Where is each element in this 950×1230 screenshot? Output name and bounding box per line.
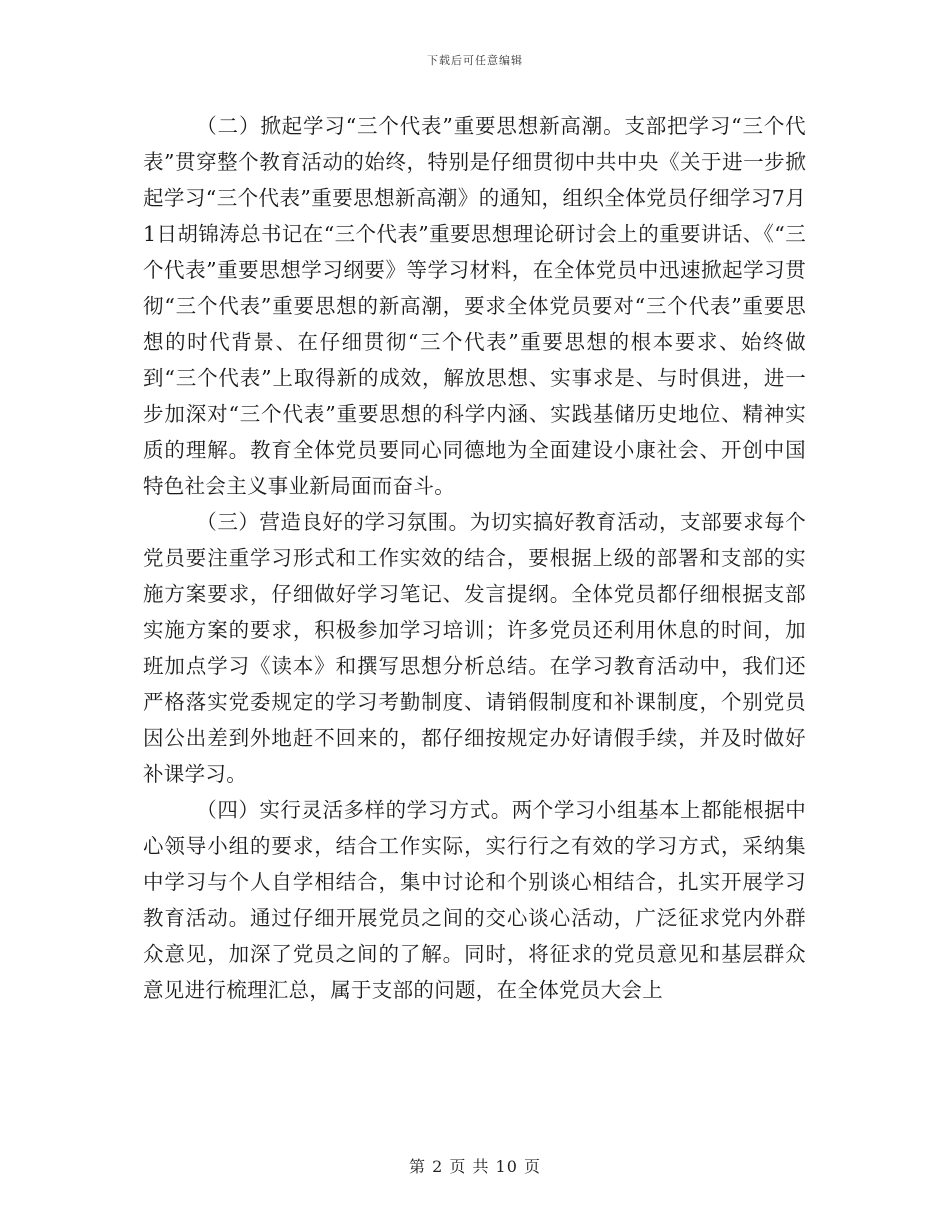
page-footer: [0, 1154, 950, 1177]
header-text: 下载后可任意编辑: [427, 54, 523, 67]
paragraph-4: （四）实行灵活多样的学习方式。两个学习小组基本上都能根据中心领导小组的要求，结合工作实际，实行行之有效的学习方式，采纳集中学习与个人自学相结合，集中讨论和个别谈心相结合，扎实开展学习教育活动。通过仔细开展党员之间的交心谈心活动，广泛征求党内外群众意见，加深了党员之间的了解。同时，将征求的党员意见和基层群众意见进行梳理汇总，属于支部的问题，在全体党员大会上: [143, 798, 806, 1002]
page-header: [0, 52, 950, 68]
paragraph-2: （二）掀起学习“三个代表”重要思想新高潮。支部把学习“三个代表”贯穿整个教育活动的始终，特别是仔细贯彻中共中央《关于进一步掀起学习“三个代表”重要思想新高潮》的通知，组织全体党员仔细学习7月1日胡锦涛总书记在“三个代表”重要思想理论研讨会上的重要讲话、《“三个代表”重要思想学习纲要》等学习材料，在全体党员中迅速掀起学习贯彻“三个代表”重要思想的新高潮，要求全体党员要对“三个代表”重要思想的时代背景、在仔细贯彻“三个代表”重要思想的根本要求、始终做到“三个代表”上取得新的成效，解放思想、实事求是、与时俱进，进一步加深对“三个代表”重要思想的科学内涵、实践基储历史地位、精神实质的理解。教育全体党员要同心同德地为全面建设小康社会、开创中国特色社会主义事业新局面而奋斗。: [143, 114, 806, 498]
page-number: 第 2 页 共 10 页: [409, 1157, 541, 1176]
document-body: [143, 108, 806, 1008]
paragraph-3: （三）营造良好的学习氛围。为切实搞好教育活动，支部要求每个党员要注重学习形式和工作实效的结合，要根据上级的部署和支部的实施方案要求，仔细做好学习笔记、发言提纲。全体党员都仔细根据支部实施方案的要求，积极参加学习培训；许多党员还利用休息的时间，加班加点学习《读本》和撰写思想分析总结。在学习教育活动中，我们还严格落实党委规定的学习考勤制度、请销假制度和补课制度，个别党员因公出差到外地赶不回来的，都仔细按规定办好请假手续，并及时做好补课学习。: [143, 510, 806, 786]
